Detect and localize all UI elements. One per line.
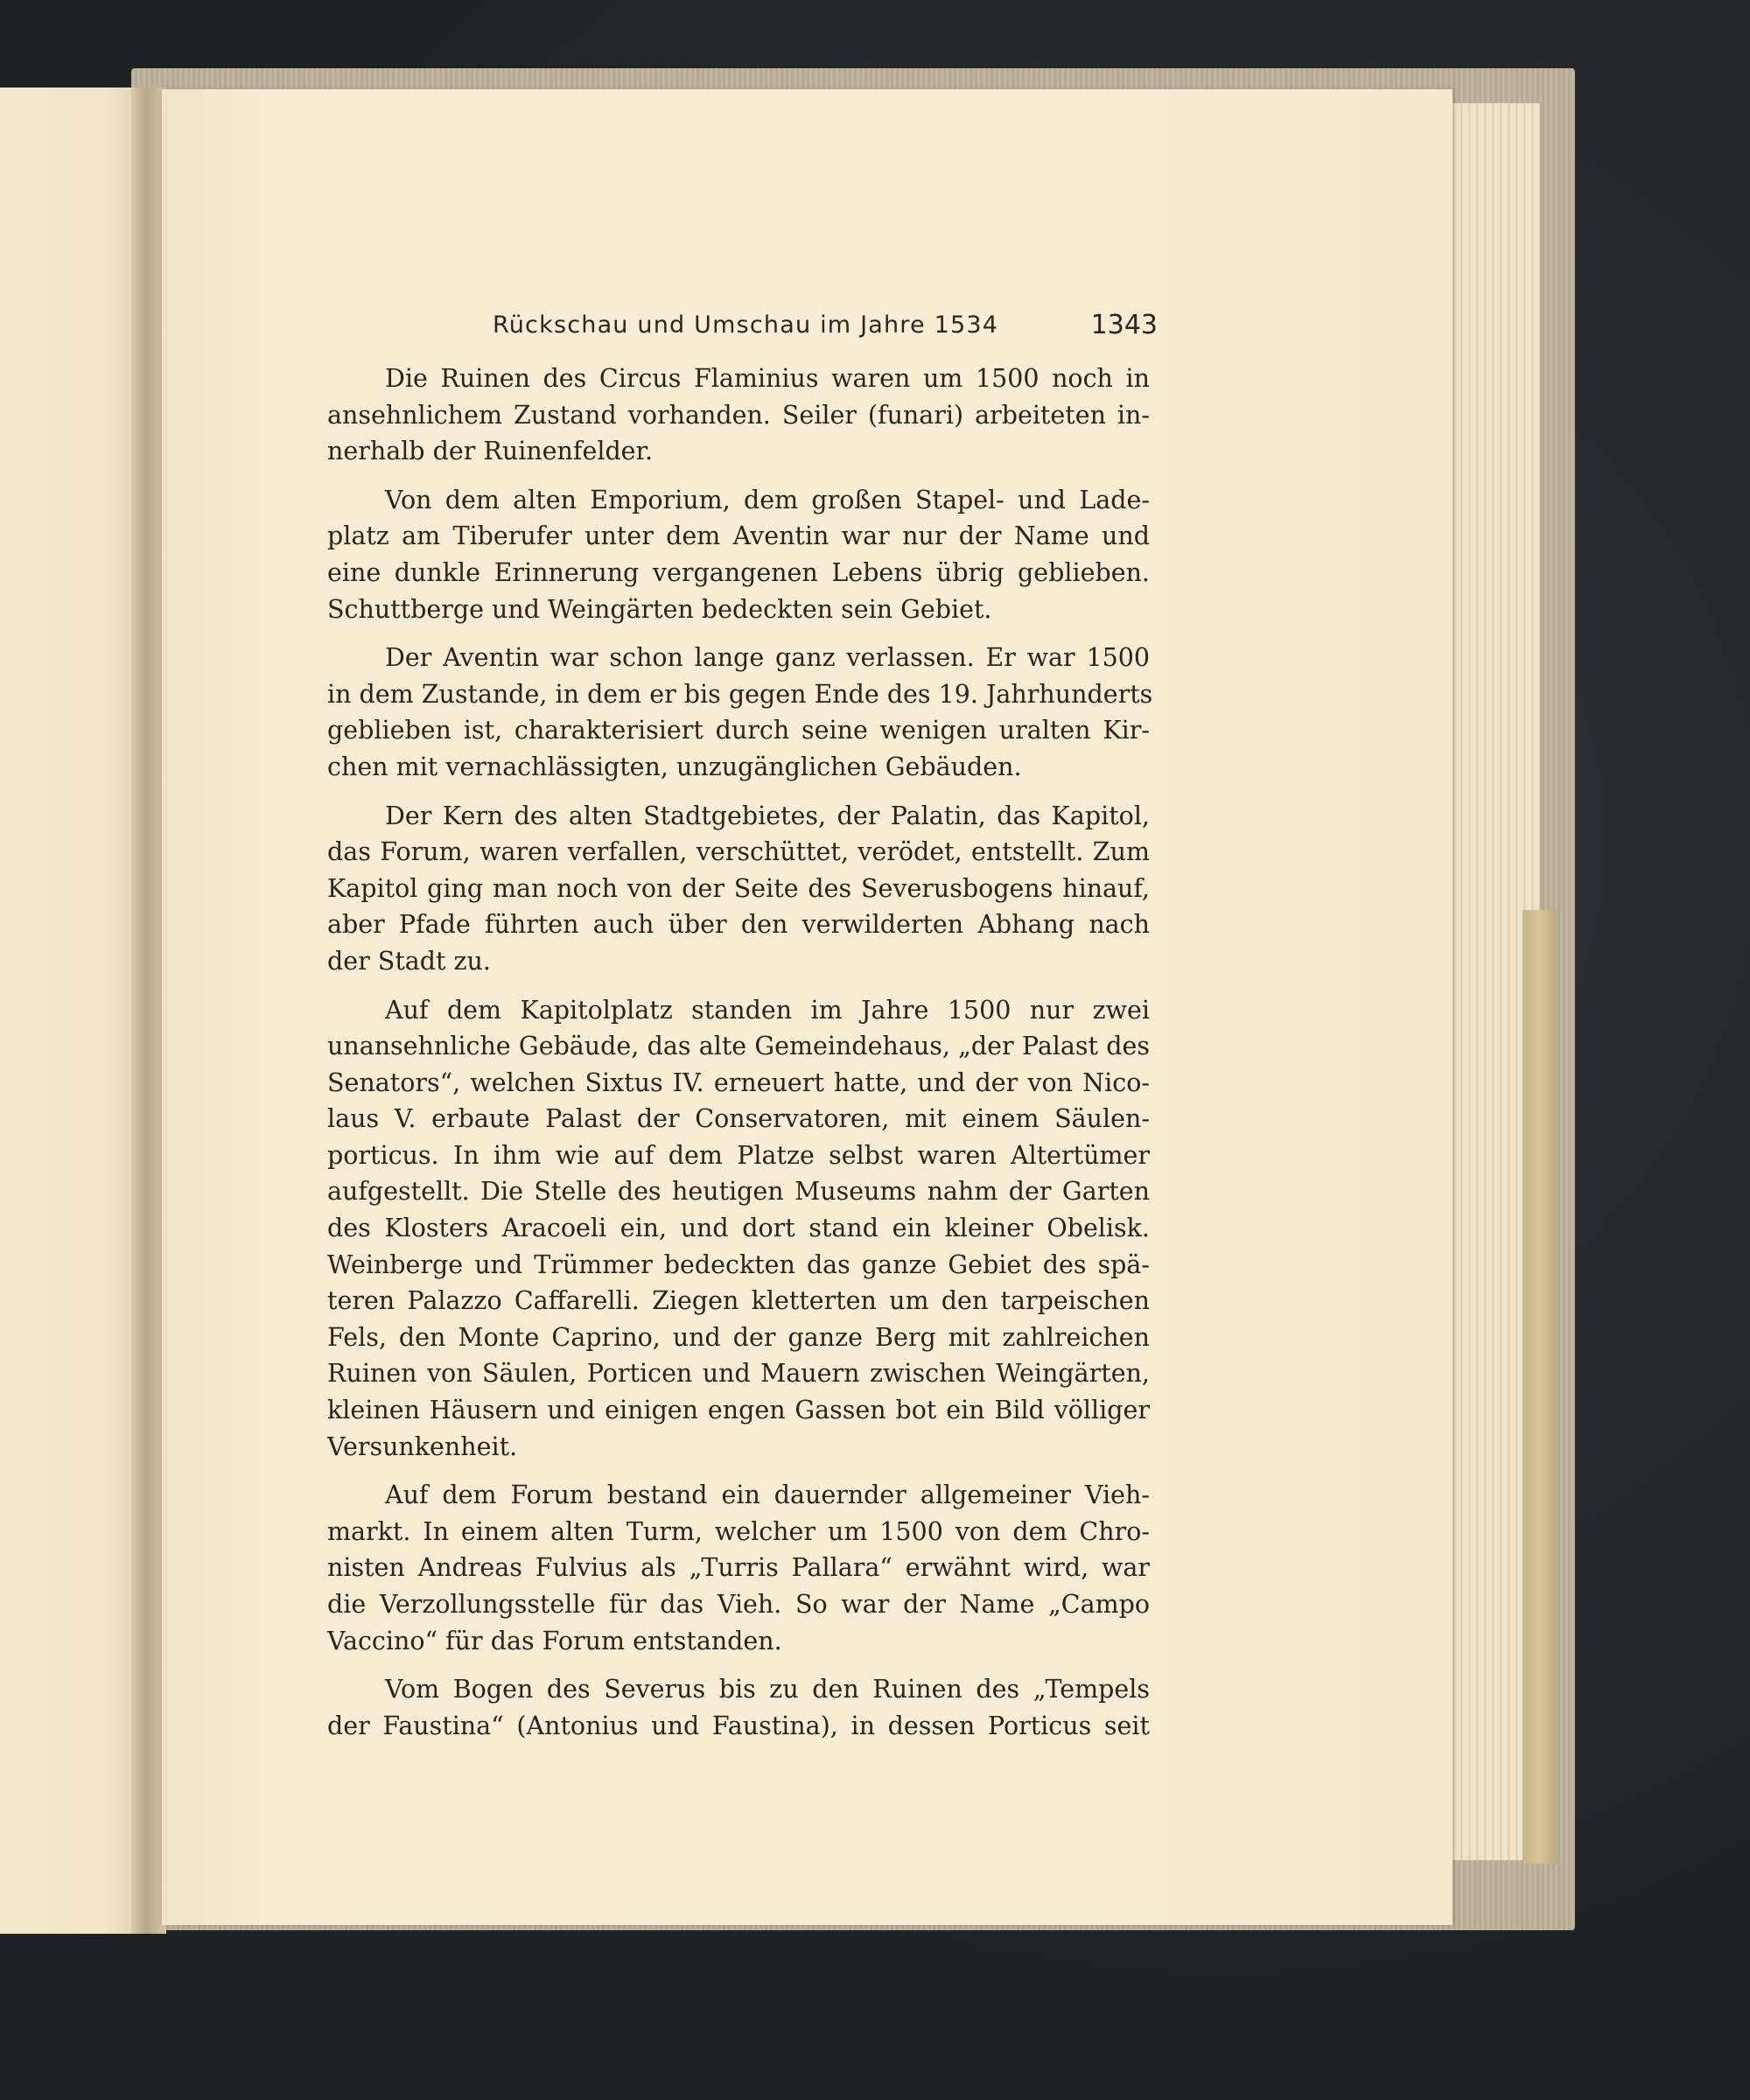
text-line: kleinen Häusern und einigen engen Gassen bot ein Bild völliger bbox=[327, 1396, 1150, 1425]
text-line: das Forum, waren verfallen, verschüttet, verödet, entstellt. Zum bbox=[327, 837, 1150, 867]
text-line: Vom Bogen des Severus bis zu den Ruinen des „Tempels bbox=[385, 1675, 1150, 1704]
paragraph bbox=[327, 1671, 1150, 1744]
text-line: Der Kern des alten Stadtgebietes, der Palatin, das Kapitol, bbox=[385, 801, 1150, 830]
text-line: aufgestellt. Die Stelle des heutigen Museums nahm der Garten bbox=[327, 1177, 1150, 1207]
text-line: Die Ruinen des Circus Flaminius waren um 1500 noch in bbox=[385, 364, 1150, 393]
body-text bbox=[327, 360, 1153, 1756]
text-line: Von dem alten Emporium, dem großen Stapel- und Lade- bbox=[385, 485, 1150, 514]
text-line: chen mit vernachlässigten, unzugänglichen Gebäuden. bbox=[327, 752, 1022, 781]
text-line: markt. In einem alten Turm, welcher um 1500 von dem Chro- bbox=[327, 1516, 1150, 1546]
book-gutter bbox=[131, 88, 166, 1934]
paragraph bbox=[327, 798, 1150, 980]
text-line: die Verzollungsstelle für das Vieh. So war der Name „Campo bbox=[327, 1590, 1150, 1619]
text-line: Ruinen von Säulen, Porticen und Mauern zwischen Weingärten, bbox=[327, 1359, 1150, 1389]
running-title: Rückschau und Umschau im Jahre 1534 bbox=[493, 312, 999, 339]
text-line: Senators“, welchen Sixtus IV. erneuert hatte, und der von Nico- bbox=[327, 1068, 1150, 1097]
text-line: Auf dem Kapitolplatz standen im Jahre 1500 nur zwei bbox=[385, 995, 1150, 1025]
paragraph bbox=[327, 1477, 1150, 1659]
text-line: Versunkenheit. bbox=[327, 1432, 518, 1461]
text-line: teren Palazzo Caffarelli. Ziegen kletterten um den tarpeischen bbox=[327, 1286, 1150, 1316]
text-line: Fels, den Monte Caprino, und der ganze Berg mit zahlreichen bbox=[327, 1322, 1150, 1352]
text-line: der Stadt zu. bbox=[327, 946, 491, 976]
text-line: eine dunkle Erinnerung vergangenen Lebens übrig geblieben. bbox=[327, 557, 1150, 587]
bookmark-ribbon bbox=[1522, 910, 1558, 1864]
text-line: nerhalb der Ruinenfelder. bbox=[327, 437, 654, 466]
text-line: Auf dem Forum bestand ein dauernder allgemeiner Vieh- bbox=[385, 1480, 1150, 1510]
text-line: Schuttberge und Weingärten bedeckten sein Gebiet. bbox=[327, 594, 992, 624]
page-number: 1343 bbox=[1090, 310, 1158, 340]
paragraph bbox=[327, 360, 1150, 470]
text-line: Kapitol ging man noch von der Seite des Severusbogens hinauf, bbox=[327, 873, 1150, 903]
text-line: porticus. In ihm wie auf dem Platze selbst waren Altertümer bbox=[327, 1140, 1150, 1170]
text-line: geblieben ist, charakterisiert durch seine wenigen uralten Kir- bbox=[327, 716, 1150, 746]
text-line: ansehnlichem Zustand vorhanden. Seiler (funari) arbeiteten in- bbox=[327, 400, 1150, 430]
left-page bbox=[0, 88, 150, 1934]
text-line: Weinberge und Trümmer bedeckten das ganze Gebiet des spä- bbox=[327, 1250, 1150, 1279]
text-line: aber Pfade führten auch über den verwilderten Abhang nach bbox=[327, 910, 1150, 940]
paragraph bbox=[327, 482, 1150, 627]
text-line: des Klosters Aracoeli ein, und dort stand ein kleiner Obelisk. bbox=[327, 1214, 1150, 1243]
text-line: in dem Zustande, in dem er bis gegen Ende des 19. Jahrhunderts bbox=[327, 679, 1153, 709]
paragraph bbox=[327, 640, 1153, 785]
text-line: der Faustina“ (Antonius und Faustina), in dessen Porticus seit bbox=[327, 1711, 1150, 1740]
text-line: Der Aventin war schon lange ganz verlassen. Er war 1500 bbox=[385, 643, 1150, 673]
text-line: Vaccino“ für das Forum entstanden. bbox=[327, 1626, 782, 1656]
text-line: unansehnliche Gebäude, das alte Gemeindehaus, „der Palast des bbox=[327, 1032, 1150, 1061]
text-line: platz am Tiberufer unter dem Aventin war nur der Name und bbox=[327, 522, 1150, 551]
text-line: nisten Andreas Fulvius als „Turris Pallara“ erwähnt wird, war bbox=[327, 1553, 1150, 1583]
paragraph bbox=[327, 992, 1150, 1466]
text-line: laus V. erbaute Palast der Conservatoren, mit einem Säulen- bbox=[327, 1104, 1150, 1134]
